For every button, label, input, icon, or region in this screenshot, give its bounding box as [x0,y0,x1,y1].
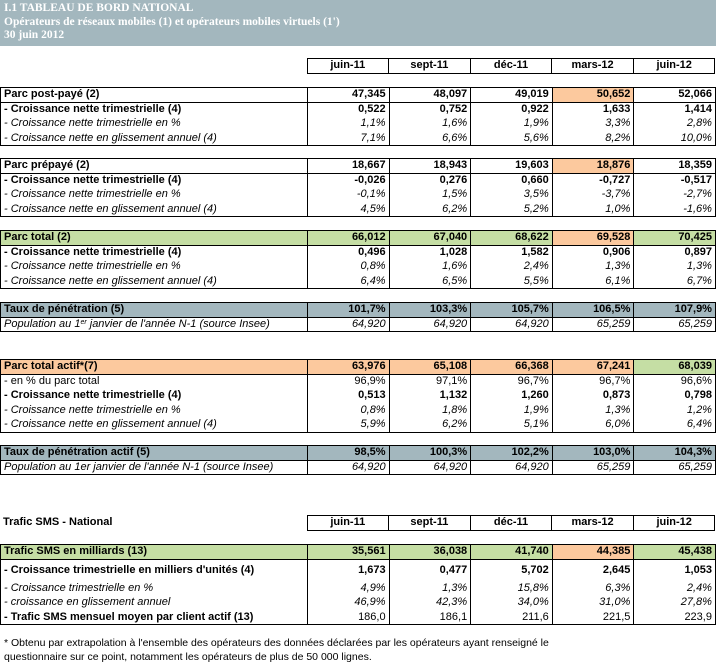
table-row: - Croissance trimestrielle en milliers d'unités (4) 1,673 0,477 5,702 2,645 1,053 [1,559,716,581]
period-header: juin-11 [307,516,389,531]
table-row: - Croissance nette trimestrielle en % 0,8% 1,6% 2,4% 1,3% 1,3% [1,260,716,275]
row-label: Parc total (2) [1,231,308,246]
report-title: I.1 TABLEAU DE BORD NATIONAL [4,2,194,14]
table-row: - Croissance nette trimestrielle (4) -0,026 0,276 0,660 -0,727 -0,517 [1,173,716,188]
period-header: sept-11 [389,516,471,531]
row-label: Parc total actif*(7) [1,360,308,375]
table-row: - Croissance nette trimestrielle (4) 0,513 1,132 1,260 0,873 0,798 [1,389,716,404]
period-header: juin-12 [633,59,715,74]
table-row: - Croissance nette en glissement annuel (4) 5,9% 6,2% 5,1% 6,0% 6,4% [1,418,716,433]
row-label: Parc prépayé (2) [1,159,308,174]
table-row: Population au 1er janvier de l'année N-1 (source Insee) 64,920 64,920 64,920 65,259 65,259 [1,460,716,475]
sms-section [0,544,716,625]
table-row: - Croissance trimestrielle en % 4,9% 1,3% 15,8% 6,3% 2,4% [1,581,716,596]
table-row: - Trafic SMS mensuel moyen par client actif (13) 186,0 186,1 211,6 221,5 223,9 [1,610,716,625]
table-row: Trafic SMS en milliards (13) 35,561 36,038 41,740 44,385 45,438 [1,545,716,560]
postpaye-section [0,87,716,146]
table-row: - en % du parc total 96,9% 97,1% 96,7% 96,7% 96,6% [1,374,716,389]
table-row: - Croissance nette trimestrielle en % 1,1% 1,6% 1,9% 3,3% 2,8% [1,117,716,132]
sms-header-table [0,515,715,531]
period-header: déc-11 [470,59,552,74]
report-date: 30 juin 2012 [4,29,65,41]
row-label: Trafic SMS en milliards (13) [1,545,308,560]
table-row: Parc prépayé (2) 18,667 18,943 19,603 18,876 18,359 [1,159,716,174]
table-row: - Croissance nette trimestrielle en % 0,8% 1,8% 1,9% 1,3% 1,2% [1,403,716,418]
total-section [0,230,716,289]
table-row: - Croissance nette trimestrielle (4) 0,522 0,752 0,922 1,633 1,414 [1,102,716,117]
table-row: Parc total (2) 66,012 67,040 68,622 69,528 70,425 [1,231,716,246]
table-row: Population au 1er janvier de l'année N-1 (source Insee) 64,920 64,920 64,920 65,259 65,259 [1,317,716,332]
period-header: juin-12 [633,516,715,531]
table-row: Parc post-payé (2) 47,345 48,097 49,019 50,652 52,066 [1,88,716,103]
row-label: Taux de pénétration actif (5) [1,446,308,461]
sms-section-title: Trafic SMS - National [3,516,113,529]
table-row: Parc total actif*(7) 63,976 65,108 66,368 67,241 68,039 [1,360,716,375]
actif-section [0,359,716,433]
table-row: Taux de pénétration (5) 101,7% 103,3% 105,7% 106,5% 107,9% [1,303,716,318]
footnote: * Obtenu par extrapolation à l'ensemble des opérateurs des données déclarées par les opérateurs ayant renseigné le questionnaire sur ce point, notamment les opérateurs de plus de 50 000 lignes. [4,637,549,663]
table-row: - Croissance nette en glissement annuel (4) 6,4% 6,5% 5,5% 6,1% 6,7% [1,274,716,289]
penetration-actif-section [0,445,716,475]
table-row: - Croissance nette trimestrielle (4) 0,496 1,028 1,582 0,906 0,897 [1,245,716,260]
row-label: Taux de pénétration (5) [1,303,308,318]
table-row: - Croissance nette en glissement annuel (4) 4,5% 6,2% 5,2% 1,0% -1,6% [1,202,716,217]
table-row: - Croissance nette en glissement annuel (4) 7,1% 6,6% 5,6% 8,2% 10,0% [1,131,716,146]
table-row: Taux de pénétration actif (5) 98,5% 100,3% 102,2% 103,0% 104,3% [1,446,716,461]
penetration-section [0,302,716,332]
period-header: sept-11 [389,59,471,74]
table-row: - croissance en glissement annuel 46,9% 42,3% 34,0% 31,0% 27,8% [1,596,716,611]
report-subtitle: Opérateurs de réseaux mobiles (1) et opérateurs mobiles virtuels (1') [4,15,340,28]
period-header: juin-11 [307,59,389,74]
report-header [0,0,716,46]
prepaye-section [0,158,716,217]
row-label: Parc post-payé (2) [1,88,308,103]
period-header: mars-12 [552,516,634,531]
period-header: déc-11 [470,516,552,531]
period-header-table [0,58,715,74]
table-row: - Croissance nette trimestrielle en % -0,1% 1,5% 3,5% -3,7% -2,7% [1,188,716,203]
period-header: mars-12 [552,59,634,74]
